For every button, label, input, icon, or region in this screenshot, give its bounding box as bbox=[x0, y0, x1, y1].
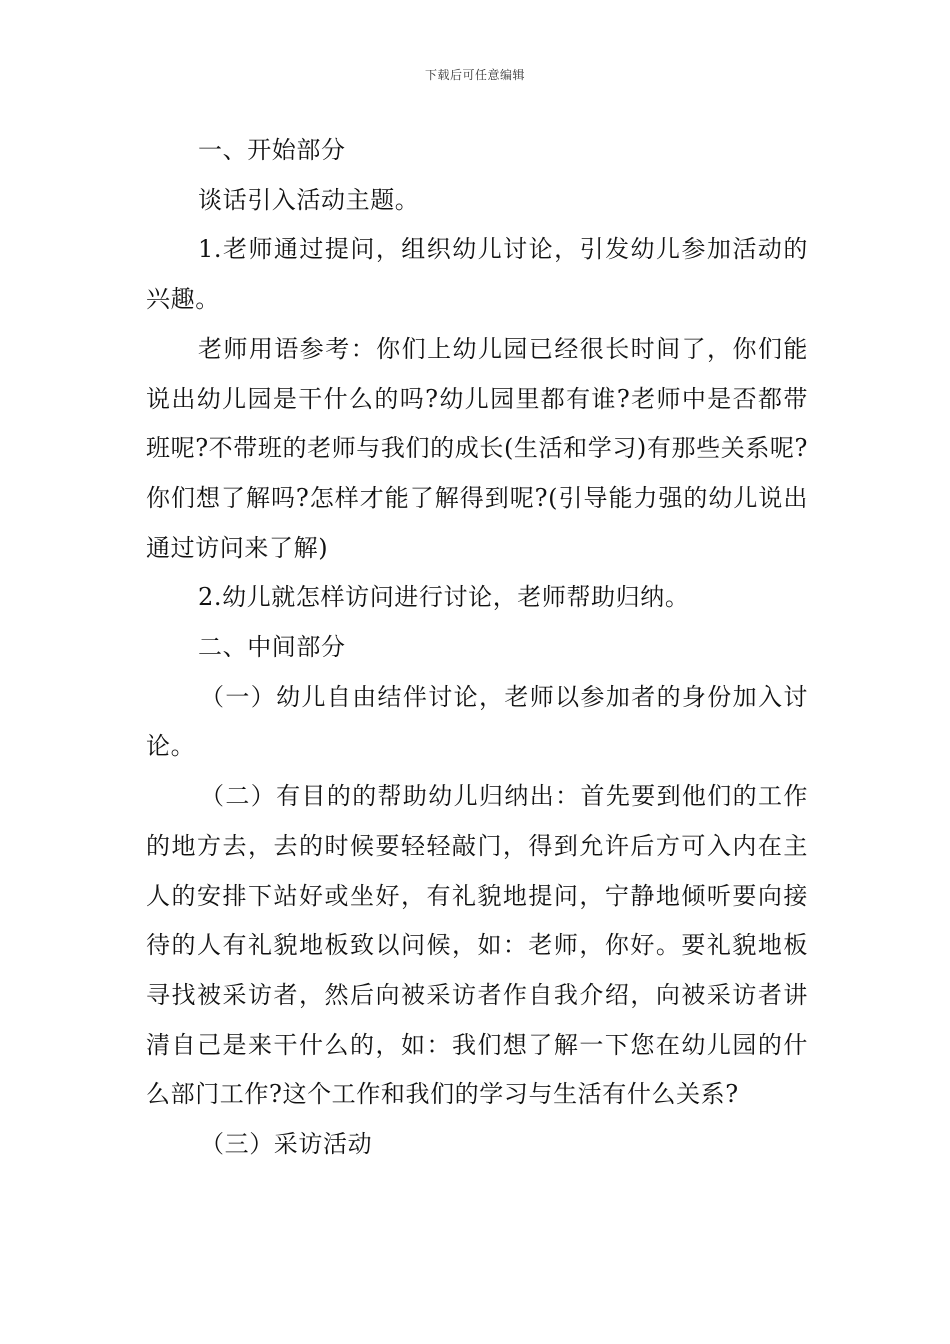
paragraph-step-2: 2.幼儿就怎样访问进行讨论，老师帮助归纳。 bbox=[198, 583, 690, 612]
paragraph-subpoint-3: （三）采访活动 bbox=[200, 1130, 373, 1159]
paragraph-subpoint-2: （二）有目的的帮助幼儿归纳出：首先要到他们的工作的地方去，去的时候要轻轻敲门，得到允许后方可入内在主人的安排下站好或坐好，有礼貌地提问，宁静地倾听要向接待的人有礼貌地板致以问候，如：老师，你好。要礼貌地板寻找被采访者，然后向被采访者作自我介绍，向被采访者讲清自己是来干什么的，如：我们想了解一下您在幼儿园的什么部门工作?这个工作和我们的学习与生活有什么关系? bbox=[146, 782, 808, 1109]
paragraph-teacher-reference: 老师用语参考：你们上幼儿园已经很长时间了，你们能说出幼儿园是干什么的吗?幼儿园里都有谁?老师中是否都带班呢?不带班的老师与我们的成长(生活和学习)有那些关系呢?你们想了解吗?怎样才能了解得到呢?(引导能力强的幼儿说出通过访问来了解) bbox=[146, 334, 808, 562]
page-header-note: 下载后可任意编辑 bbox=[424, 68, 525, 82]
section-heading-middle: 二、中间部分 bbox=[198, 633, 346, 662]
paragraph-subpoint-1: （一）幼儿自由结伴讨论，老师以参加者的身份加入讨论。 bbox=[146, 682, 808, 761]
paragraph-intro: 谈话引入活动主题。 bbox=[198, 185, 420, 214]
document-body bbox=[146, 126, 808, 1170]
section-heading-start: 一、开始部分 bbox=[198, 136, 346, 164]
paragraph-step-1: 1.老师通过提问，组织幼儿讨论，引发幼儿参加活动的兴趣。 bbox=[146, 235, 808, 314]
